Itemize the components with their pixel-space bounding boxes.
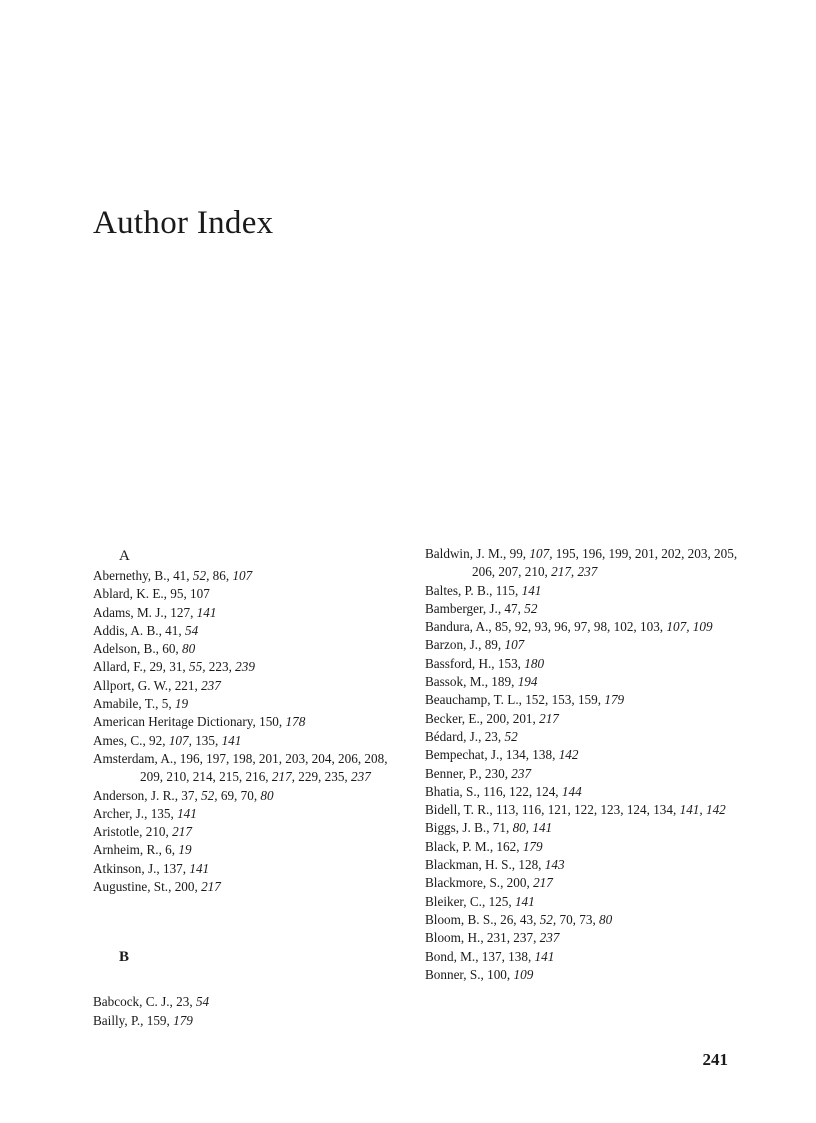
index-entry: Beauchamp, T. L., 152, 153, 159, 179 [425, 692, 625, 708]
index-entry: Bonner, S., 100, 109 [425, 966, 534, 982]
index-entry: Bhatia, S., 116, 122, 124, 144 [425, 783, 582, 799]
index-entry: Bempechat, J., 134, 138, 142 [425, 747, 579, 763]
index-entry: Becker, E., 200, 201, 217 [425, 710, 559, 726]
index-entry: Anderson, J. R., 37, 52, 69, 70, 80 [93, 787, 274, 803]
index-entry: Archer, J., 135, 141 [93, 805, 197, 821]
index-column-right [425, 545, 745, 984]
index-entry: Bassok, M., 189, 194 [425, 674, 538, 690]
entries-a [93, 567, 393, 896]
index-entry: Biggs, J. B., 71, 80, 141 [425, 820, 553, 836]
index-entry: American Heritage Dictionary, 150, 178 [93, 714, 306, 730]
index-entry: Black, P. M., 162, 179 [425, 838, 543, 854]
index-entry: Allport, G. W., 221, 237 [93, 677, 221, 693]
index-entry: Allard, F., 29, 31, 55, 223, 239 [93, 659, 255, 675]
index-entry: Bédard, J., 23, 52 [425, 728, 518, 744]
index-entry: Ames, C., 92, 107, 135, 141 [93, 732, 242, 748]
index-entry: Ablard, K. E., 95, 107 [93, 586, 210, 602]
index-entry: Abernethy, B., 41, 52, 86, 107 [93, 568, 253, 583]
index-entry: Amsterdam, A., 196, 197, 198, 201, 203, 204, 206, 208, 209, 210, 214, 215, 216, 217, 229, 235, 237 [93, 750, 388, 785]
index-entry: Bloom, H., 231, 237, 237 [425, 930, 560, 946]
index-entry: Barzon, J., 89, 107 [425, 637, 525, 653]
index-entry: Bamberger, J., 47, 52 [425, 600, 538, 616]
section-letter-b: B [119, 949, 130, 966]
index-entry: Benner, P., 230, 237 [425, 765, 532, 781]
index-entry: Arnheim, R., 6, 19 [93, 842, 192, 858]
entries-b-right [425, 545, 745, 984]
index-entry: Baldwin, J. M., 99, 107, 195, 196, 199, 201, 202, 203, 205, 206, 207, 210, 217, 237 [425, 546, 738, 580]
index-entry: Addis, A. B., 41, 54 [93, 622, 199, 638]
index-entry: Amabile, T., 5, 19 [93, 696, 189, 712]
index-entry: Blackman, H. S., 128, 143 [425, 857, 565, 873]
index-entry: Bassford, H., 153, 180 [425, 655, 545, 671]
index-entry: Babcock, C. J., 23, 54 [93, 994, 210, 1010]
index-entry: Bandura, A., 85, 92, 93, 96, 97, 98, 102, 103, 107, 109 [425, 619, 713, 635]
page-number: 241 [702, 1050, 728, 1069]
index-entry: Adams, M. J., 127, 141 [93, 604, 217, 620]
index-entry: Bleiker, C., 125, 141 [425, 893, 535, 909]
index-entry: Bloom, B. S., 26, 43, 52, 70, 73, 80 [425, 911, 613, 927]
index-entry: Atkinson, J., 137, 141 [93, 860, 210, 876]
index-entry: Baltes, P. B., 115, 141 [425, 582, 542, 598]
index-entry: Augustine, St., 200, 217 [93, 879, 221, 895]
index-entry: Bidell, T. R., 113, 116, 121, 122, 123, 124, 134, 141, 142 [425, 802, 726, 818]
index-entry: Bailly, P., 159, 179 [93, 1012, 193, 1028]
entries-b-left [93, 993, 393, 1030]
index-entry: Aristotle, 210, 217 [93, 824, 192, 840]
index-entry: Blackmore, S., 200, 217 [425, 875, 553, 891]
page-title: Author Index [93, 205, 274, 241]
index-entry: Adelson, B., 60, 80 [93, 641, 196, 657]
index-entry: Bond, M., 137, 138, 141 [425, 948, 555, 964]
section-letter-a: A [119, 548, 130, 564]
index-column-left [93, 545, 393, 1030]
